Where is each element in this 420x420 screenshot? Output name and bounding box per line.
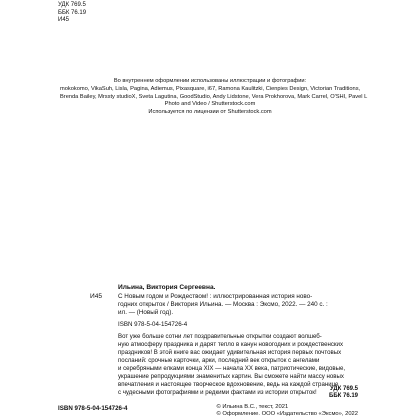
credits-line: Используется по лицензии от Shutterstock.com bbox=[148, 109, 272, 116]
annotation-line: ную атмосферу праздника и дарят тепло в канун новогодних и рождественских bbox=[118, 341, 344, 348]
credits-line: mokokomo, VikaSuh, Lisla, Pagina, Adiemus, Pixasquare, i67, Ramona Kaulitzki, Cienpies Design, Victorian Traditions, bbox=[60, 85, 361, 92]
catalog-isbn: ISBN 978-5-04-154726-4 bbox=[118, 321, 188, 328]
illustration-credits bbox=[60, 78, 368, 117]
description-line: годних открыток / Виктория Ильина. — Москва : Эксмо, 2022. — 240 с. : bbox=[118, 301, 328, 309]
catalog-index: И45 bbox=[90, 293, 103, 300]
catalog-classification bbox=[329, 386, 358, 401]
udk-code: УДК 769.5 bbox=[329, 386, 358, 392]
catalog-annotation bbox=[118, 333, 356, 397]
classification-block bbox=[58, 2, 86, 25]
udk-code: УДК 769.5 bbox=[58, 2, 86, 8]
copyright-line: © Оформление. ООО «Издательство «Эксмо», 2022 bbox=[216, 411, 358, 418]
annotation-line: и серебряными елками конца XIX — начала XX века, патриотические, видовые, bbox=[118, 365, 346, 372]
credits-line: Brenda Bailey, Mrssty studioX, Sveta Lagutina, GoodStudio, Andy Lidstone, Vera Prokhorova, Mark Carrel, O'SHI, Pavel L bbox=[60, 93, 368, 100]
bbk-code: ББК 76.19 bbox=[329, 393, 358, 400]
annotation-line: Вот уже больше сотни лет поздравительные открытки создают волшеб- bbox=[118, 333, 322, 340]
annotation-line: впечатления и настоящее творческое вдохновение, ведь на каждой странице bbox=[118, 381, 339, 388]
description-line: С Новым годом и Рождеством! : иллюстрированная история ново- bbox=[118, 293, 313, 300]
author-mark: И45 bbox=[58, 17, 69, 24]
annotation-line: праздников! В этой книге вас ожидает удивительная история первых почтовых bbox=[118, 349, 342, 356]
annotation-line: с чудесными фотографиями и редкими фактами из истории открыток! bbox=[118, 389, 317, 396]
footer-isbn: ISBN 978-5-04-154726-4 bbox=[58, 405, 128, 412]
annotation-line: украшение репродукциями знаменитых картин. Вы сможете найти массу новых bbox=[118, 373, 344, 380]
credits-line: Во внутреннем оформлении использованы иллюстрации и фотографии: bbox=[113, 78, 307, 84]
copyright-line: © Ильина В.С., текст, 2021 bbox=[216, 404, 289, 410]
catalog-description bbox=[118, 293, 354, 317]
bbk-code: ББК 76.19 bbox=[58, 9, 87, 16]
catalog-author-heading: Ильина, Виктория Сергеевна. bbox=[118, 284, 216, 291]
copyright-notice bbox=[217, 404, 359, 419]
description-line: ил. — (Новый год). bbox=[118, 309, 174, 317]
credits-line: Photo and Video / Shutterstock.com bbox=[164, 101, 256, 108]
annotation-line: посланий: срочные карточки, арки, последний век открыток с ангелами bbox=[118, 357, 320, 364]
